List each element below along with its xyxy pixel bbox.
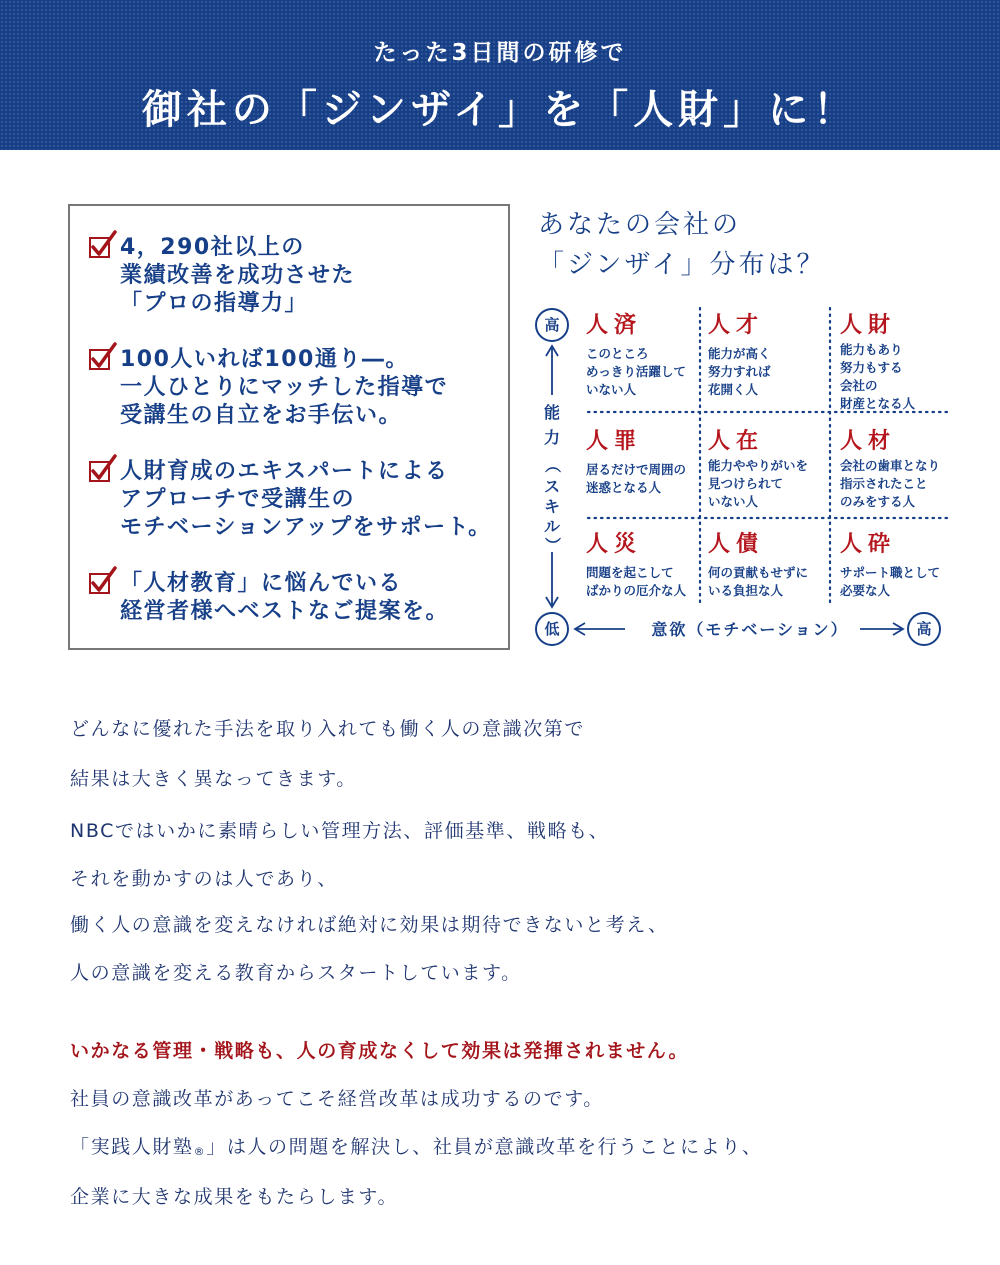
feature-point-line: モチベーションアップをサポート。 xyxy=(120,515,492,540)
grid-cell-jinsai-done xyxy=(586,308,686,399)
program-description-text: 」は人の問題を解決し、社員が意識改革を行うことにより、 xyxy=(206,1136,763,1158)
cell-description: サポート職として 必要な人 xyxy=(840,565,941,598)
grid-cell-jinzai-crime xyxy=(586,424,686,497)
hero-banner xyxy=(0,0,1000,150)
y-axis-label-char: キ xyxy=(543,497,561,516)
y-axis-low-label: 低 xyxy=(544,620,560,638)
cell-title: 人財 xyxy=(840,313,897,338)
x-axis-high-label: 高 xyxy=(916,620,932,638)
grid-cell-jinsai-disaster xyxy=(586,527,686,600)
x-axis-label: 意欲（モチベーション） xyxy=(651,620,849,639)
feature-points-box xyxy=(68,204,510,650)
program-name-text: 「実践人財塾 xyxy=(70,1136,194,1158)
body-paragraph-line: 結果は大きく異なってきます。 xyxy=(70,768,357,790)
feature-point-line: 経営者様へベストなご提案を。 xyxy=(120,599,450,624)
body-paragraph-line: 社員の意識改革があってこそ経営改革は成功するのです。 xyxy=(70,1088,604,1110)
feature-point-line: 一人ひとりにマッチした指導で xyxy=(120,375,449,400)
hero-subtitle: たった3日間の研修で xyxy=(373,40,627,66)
cell-title: 人才 xyxy=(708,313,765,338)
y-axis-label-char: ） xyxy=(543,536,562,554)
cell-title: 人砕 xyxy=(840,532,897,557)
body-paragraph-line xyxy=(70,1132,762,1159)
feature-point-line: 「人材教育」に悩んでいる xyxy=(120,571,403,596)
cell-description: 居るだけで周囲の 迷惑となる人 xyxy=(586,462,687,495)
body-paragraph-line: 人の意識を変える教育からスタートしています。 xyxy=(70,962,522,984)
cell-description: 能力もあり 努力もする 会社の 財産となる人 xyxy=(840,342,916,411)
grid-cell-jinsai-talent xyxy=(708,308,771,399)
y-axis-label-char: 力 xyxy=(543,428,561,447)
feature-point-line: 4，290社以上の xyxy=(120,235,305,260)
body-paragraph-line: それを動かすのは人であり、 xyxy=(70,868,338,890)
cell-description: このところ めっきり活躍して いない人 xyxy=(586,346,686,397)
feature-point-line: 業績改善を成功させた xyxy=(120,263,356,288)
y-axis-label-char: （ xyxy=(543,456,562,474)
body-paragraph-line: 企業に大きな成果をもたらします。 xyxy=(70,1186,399,1208)
body-paragraph-line: 働く人の意識を変えなければ絶対に効果は期待できないと考え、 xyxy=(70,914,669,936)
cell-description: 会社の歯車となり 指示されたこと のみをする人 xyxy=(840,458,941,509)
feature-point-line: アプローチで受講生の xyxy=(120,487,356,512)
checkbox-checked-icon xyxy=(88,566,118,596)
checkbox-checked-icon xyxy=(88,454,118,484)
checkbox-checked-icon xyxy=(88,342,118,372)
feature-point-line: 受講生の自立をお手伝い。 xyxy=(120,403,403,428)
y-axis-label-char: ス xyxy=(543,477,561,496)
cell-description: 問題を起こして ばかりの厄介な人 xyxy=(586,565,687,598)
distribution-title-line2: 「ジンザイ」分布は？ xyxy=(538,250,826,280)
emphasis-statement: いかなる管理・戦略も、人の育成なくして効果は発揮されません。 xyxy=(70,1040,690,1062)
grid-cell-jinsai-crush xyxy=(840,527,940,600)
cell-description: 能力が高く 努力すれば 花開く人 xyxy=(708,346,771,397)
cell-title: 人債 xyxy=(708,532,765,557)
y-axis-label-char: 能 xyxy=(543,403,561,422)
y-axis-label-char: ル xyxy=(543,517,561,536)
cell-title: 人済 xyxy=(586,313,643,338)
cell-description: 何の貢献もせずに いる負担な人 xyxy=(708,565,809,598)
checkbox-checked-icon xyxy=(88,230,118,260)
hero-title: 御社の「ジンザイ」を「人財」に！ xyxy=(141,87,859,133)
feature-point-line: 人財育成のエキスパートによる xyxy=(120,459,449,484)
cell-description: 能力ややりがいを 見つけられて いない人 xyxy=(708,458,809,509)
feature-point-line: 100人いれば100通り―。 xyxy=(120,347,409,372)
grid-cell-jinsai-debt xyxy=(708,527,808,600)
feature-point-line: 「プロの指導力」 xyxy=(120,291,309,316)
cell-title: 人在 xyxy=(708,429,765,454)
distribution-title-line1: あなたの会社の xyxy=(538,210,742,240)
grid-cell-jinzai-present xyxy=(708,424,808,511)
registered-mark: ® xyxy=(193,1145,207,1158)
cell-title: 人災 xyxy=(586,532,643,557)
body-paragraph-line: どんなに優れた手法を取り入れても働く人の意識次第で xyxy=(70,718,586,740)
grid-cell-jinzai-material xyxy=(840,424,940,511)
grid-cell-jinzai-treasure xyxy=(840,308,915,413)
cell-title: 人材 xyxy=(840,429,897,454)
cell-title: 人罪 xyxy=(586,429,643,454)
body-paragraph-line: NBCではいかに素晴らしい管理方法、評価基準、戦略も、 xyxy=(70,820,610,842)
y-axis-high-label: 高 xyxy=(544,316,560,334)
